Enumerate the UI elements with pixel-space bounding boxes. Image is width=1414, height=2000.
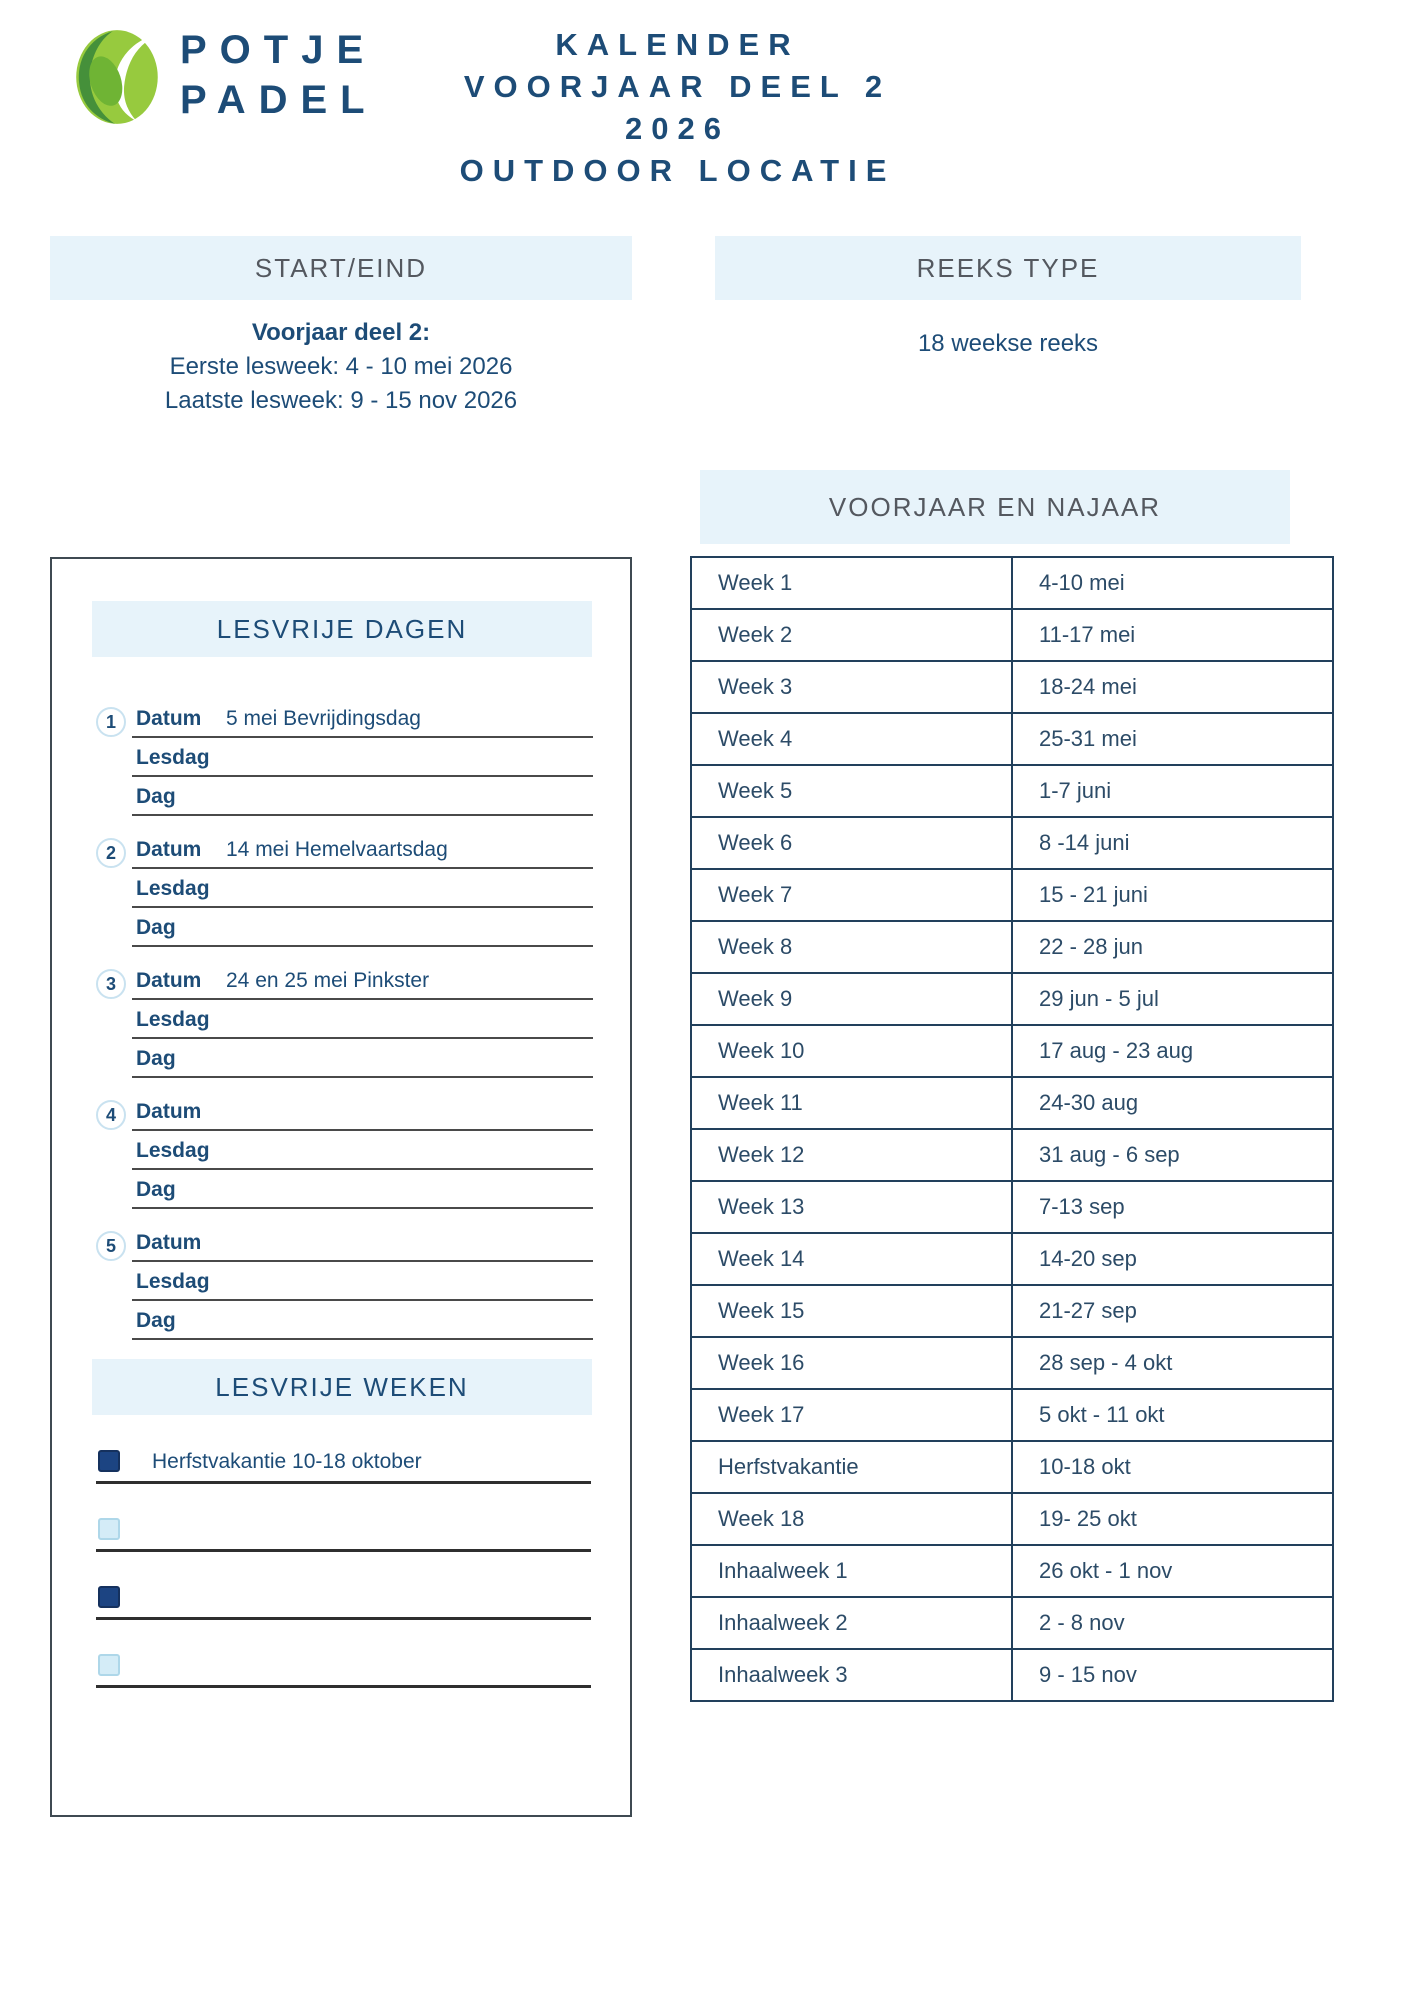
brand-name-line2: PADEL — [180, 78, 378, 122]
schedule-week-dates: 15 - 21 juni — [1012, 869, 1333, 921]
schedule-week-label: Week 8 — [691, 921, 1012, 973]
potje-padel-logo — [72, 22, 378, 128]
lesdag-field[interactable] — [132, 1131, 593, 1170]
schedule-week-label: Week 2 — [691, 609, 1012, 661]
lesvrije-week-row[interactable] — [96, 1509, 591, 1552]
item-number-badge: 3 — [96, 969, 126, 999]
lesvrije-dag-item — [52, 1223, 630, 1340]
title-line-year: 2026 — [625, 111, 730, 146]
schedule-row — [691, 1493, 1333, 1545]
dag-label: Dag — [136, 1047, 176, 1070]
lesvrije-box — [50, 557, 632, 1817]
lesdag-label: Lesdag — [136, 1008, 210, 1031]
lesvrije-dagen-header-band — [92, 601, 592, 657]
schedule-week-dates: 22 - 28 jun — [1012, 921, 1333, 973]
schedule-week-label: Week 6 — [691, 817, 1012, 869]
schedule-week-dates: 29 jun - 5 jul — [1012, 973, 1333, 1025]
schedule-week-dates: 9 - 15 nov — [1012, 1649, 1333, 1701]
last-lesweek: Laatste lesweek: 9 - 15 nov 2026 — [164, 387, 518, 414]
start-eind-header-band — [50, 236, 632, 300]
item-number-badge: 2 — [96, 838, 126, 868]
schedule-row — [691, 1441, 1333, 1493]
lesdag-label: Lesdag — [136, 877, 210, 900]
schedule-row — [691, 1285, 1333, 1337]
datum-label: Datum — [136, 838, 202, 861]
datum-field[interactable] — [132, 1223, 593, 1262]
schedule-table-body — [691, 557, 1333, 1701]
schedule-week-label: Herfstvakantie — [691, 1441, 1012, 1493]
lesdag-field[interactable] — [132, 738, 593, 777]
lesvrije-dagen-heading: LESVRIJE DAGEN — [216, 613, 468, 644]
lesvrije-weken-header-band — [92, 1359, 592, 1415]
datum-field[interactable] — [132, 699, 593, 738]
schedule-week-label: Week 1 — [691, 557, 1012, 609]
schedule-week-dates: 21-27 sep — [1012, 1285, 1333, 1337]
datum-label: Datum — [136, 969, 202, 992]
dag-field[interactable] — [132, 1301, 593, 1340]
lesvrije-dag-item — [52, 1092, 630, 1209]
schedule-row — [691, 1389, 1333, 1441]
datum-label: Datum — [136, 1231, 202, 1254]
schedule-row — [691, 1233, 1333, 1285]
start-eind-details — [50, 316, 632, 418]
start-eind-heading: START/EIND — [254, 252, 428, 283]
lesdag-label: Lesdag — [136, 1270, 210, 1293]
schedule-week-label: Week 10 — [691, 1025, 1012, 1077]
lesvrije-week-row[interactable] — [96, 1577, 591, 1620]
dag-label: Dag — [136, 785, 176, 808]
schedule-week-dates: 25-31 mei — [1012, 713, 1333, 765]
dag-label: Dag — [136, 1309, 176, 1332]
dag-label: Dag — [136, 1178, 176, 1201]
schedule-week-dates: 4-10 mei — [1012, 557, 1333, 609]
schedule-week-dates: 28 sep - 4 okt — [1012, 1337, 1333, 1389]
lesvrije-dag-item — [52, 961, 630, 1078]
padel-ball-icon — [72, 22, 164, 128]
schedule-row — [691, 973, 1333, 1025]
schedule-week-dates: 18-24 mei — [1012, 661, 1333, 713]
schedule-row — [691, 1597, 1333, 1649]
lesdag-label: Lesdag — [136, 746, 210, 769]
brand-name — [180, 25, 378, 125]
start-eind-intro: Voorjaar deel 2: — [251, 319, 431, 346]
checkbox-checked-icon[interactable] — [98, 1450, 120, 1472]
schedule-row — [691, 765, 1333, 817]
datum-field[interactable] — [132, 1092, 593, 1131]
schedule-week-dates: 19- 25 okt — [1012, 1493, 1333, 1545]
schedule-row — [691, 1545, 1333, 1597]
schedule-week-label: Week 3 — [691, 661, 1012, 713]
schedule-row — [691, 1025, 1333, 1077]
schedule-week-label: Week 12 — [691, 1129, 1012, 1181]
schedule-week-label: Week 17 — [691, 1389, 1012, 1441]
schedule-row — [691, 713, 1333, 765]
datum-value: 14 mei Hemelvaartsdag — [226, 838, 448, 861]
schedule-week-label: Week 9 — [691, 973, 1012, 1025]
dag-label: Dag — [136, 916, 176, 939]
schedule-row — [691, 1181, 1333, 1233]
title-line-locatie: OUTDOOR LOCATIE — [459, 153, 896, 188]
datum-field[interactable] — [132, 830, 593, 869]
schedule-row — [691, 661, 1333, 713]
datum-value: 24 en 25 mei Pinkster — [226, 969, 430, 992]
lesvrije-dag-item — [52, 830, 630, 947]
schedule-row — [691, 1077, 1333, 1129]
schedule-week-label: Week 15 — [691, 1285, 1012, 1337]
schedule-row — [691, 1649, 1333, 1701]
checkbox-empty-icon[interactable] — [98, 1654, 120, 1676]
title-line-kalender: KALENDER — [555, 27, 800, 62]
lesdag-label: Lesdag — [136, 1139, 210, 1162]
checkbox-empty-icon[interactable] — [98, 1518, 120, 1540]
dag-field[interactable] — [132, 1170, 593, 1209]
schedule-week-dates: 5 okt - 11 okt — [1012, 1389, 1333, 1441]
dag-field[interactable] — [132, 908, 593, 947]
dag-field[interactable] — [132, 777, 593, 816]
schedule-week-dates: 10-18 okt — [1012, 1441, 1333, 1493]
schedule-week-dates: 8 -14 juni — [1012, 817, 1333, 869]
schedule-week-label: Week 5 — [691, 765, 1012, 817]
schedule-week-label: Week 7 — [691, 869, 1012, 921]
brand-name-line1: POTJE — [180, 28, 377, 72]
page-title — [355, 24, 1000, 192]
checkbox-checked-icon[interactable] — [98, 1586, 120, 1608]
schedule-week-dates: 17 aug - 23 aug — [1012, 1025, 1333, 1077]
lesdag-field[interactable] — [132, 1000, 593, 1039]
schedule-row — [691, 869, 1333, 921]
dag-field[interactable] — [132, 1039, 593, 1078]
lesvrije-dag-item — [52, 699, 630, 816]
schedule-table — [690, 556, 1334, 1702]
lesdag-field[interactable] — [132, 869, 593, 908]
schedule-week-label: Week 18 — [691, 1493, 1012, 1545]
datum-label: Datum — [136, 1100, 202, 1123]
schedule-week-label: Inhaalweek 1 — [691, 1545, 1012, 1597]
datum-label: Datum — [136, 707, 202, 730]
schedule-week-dates: 14-20 sep — [1012, 1233, 1333, 1285]
lesvrije-week-row[interactable] — [96, 1441, 591, 1484]
schedule-week-dates: 24-30 aug — [1012, 1077, 1333, 1129]
schedule-week-label: Week 4 — [691, 713, 1012, 765]
title-line-voorjaar: VOORJAAR DEEL 2 — [463, 69, 892, 104]
schedule-week-dates: 26 okt - 1 nov — [1012, 1545, 1333, 1597]
item-number-badge: 4 — [96, 1100, 126, 1130]
schedule-week-label: Inhaalweek 3 — [691, 1649, 1012, 1701]
schedule-week-label: Week 14 — [691, 1233, 1012, 1285]
schedule-row — [691, 1337, 1333, 1389]
schedule-week-dates: 1-7 juni — [1012, 765, 1333, 817]
schedule-week-label: Week 11 — [691, 1077, 1012, 1129]
schedule-week-label: Inhaalweek 2 — [691, 1597, 1012, 1649]
schedule-week-dates: 31 aug - 6 sep — [1012, 1129, 1333, 1181]
item-number-badge: 1 — [96, 707, 126, 737]
schedule-week-label: Week 13 — [691, 1181, 1012, 1233]
lesvrije-dagen-list — [52, 699, 630, 1354]
schedule-row — [691, 817, 1333, 869]
item-number-badge: 5 — [96, 1231, 126, 1261]
lesvrije-week-row[interactable] — [96, 1645, 591, 1688]
datum-field[interactable] — [132, 961, 593, 1000]
schedule-heading: VOORJAAR EN NAJAAR — [828, 491, 1162, 522]
lesvrije-week-label: Herfstvakantie 10-18 oktober — [152, 1450, 422, 1473]
lesvrije-weken-list — [52, 1441, 630, 1713]
schedule-week-dates: 2 - 8 nov — [1012, 1597, 1333, 1649]
reeks-type-value: 18 weekse reeks — [917, 330, 1099, 357]
schedule-row — [691, 921, 1333, 973]
schedule-row — [691, 557, 1333, 609]
lesdag-field[interactable] — [132, 1262, 593, 1301]
datum-value: 5 mei Bevrijdingsdag — [226, 707, 421, 730]
reeks-type-heading: REEKS TYPE — [916, 252, 1100, 283]
reeks-type-header-band — [715, 236, 1301, 300]
schedule-row — [691, 1129, 1333, 1181]
schedule-header-band — [700, 470, 1290, 544]
schedule-week-dates: 7-13 sep — [1012, 1181, 1333, 1233]
lesvrije-weken-heading: LESVRIJE WEKEN — [215, 1371, 469, 1402]
schedule-week-dates: 11-17 mei — [1012, 609, 1333, 661]
first-lesweek: Eerste lesweek: 4 - 10 mei 2026 — [169, 353, 513, 380]
schedule-row — [691, 609, 1333, 661]
schedule-week-label: Week 16 — [691, 1337, 1012, 1389]
